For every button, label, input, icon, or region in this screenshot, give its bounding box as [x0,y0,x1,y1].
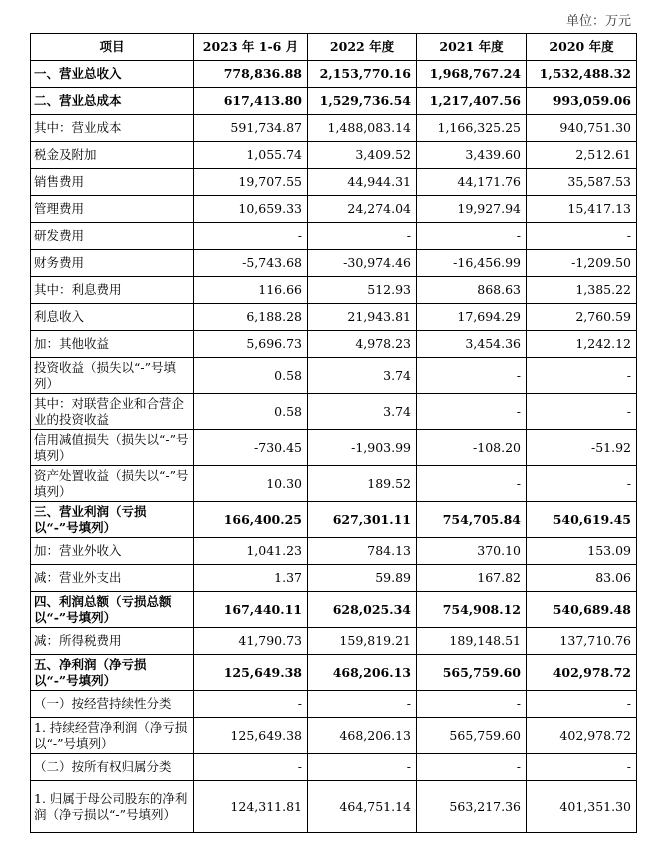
table-row [31,592,637,628]
row-value: 1,385.22 [527,277,637,304]
row-value: - [527,754,637,781]
row-value: 591,734.87 [194,115,308,142]
table-body [31,61,637,833]
row-value: 6,188.28 [194,304,308,331]
row-value: 125,649.38 [194,718,308,754]
row-value: 0.58 [194,358,308,394]
row-value: 15,417.13 [527,196,637,223]
table-row [31,223,637,250]
header-row [31,34,637,61]
table-row [31,61,637,88]
row-value: 19,927.94 [417,196,527,223]
row-value: -730.45 [194,430,308,466]
row-value: 4,978.23 [308,331,417,358]
row-label: （一）按经营持续性分类 [31,691,194,718]
row-value: - [527,358,637,394]
row-value: 1,488,083.14 [308,115,417,142]
row-value: 3.74 [308,394,417,430]
row-value: 137,710.76 [527,628,637,655]
table-row [31,781,637,833]
row-value: 3.74 [308,358,417,394]
income-statement-table [30,33,637,833]
row-value: 784.13 [308,538,417,565]
unit-label: 单位：万元 [565,14,631,29]
row-value: -1,209.50 [527,250,637,277]
row-value: 565,759.60 [417,718,527,754]
table-header [31,34,637,61]
row-label: （二）按所有权归属分类 [31,754,194,781]
row-value: - [417,394,527,430]
table-row [31,691,637,718]
table-row [31,394,637,430]
table-row [31,430,637,466]
table-row [31,718,637,754]
row-value: 125,649.38 [194,655,308,691]
row-label: 减：所得税费用 [31,628,194,655]
row-value: - [417,691,527,718]
table-row [31,304,637,331]
row-label: 二、营业总成本 [31,88,194,115]
row-value: 754,908.12 [417,592,527,628]
row-label: 信用减值损失（损失以“-”号填列） [31,430,194,466]
row-value: - [527,691,637,718]
row-value: 59.89 [308,565,417,592]
row-value: 167.82 [417,565,527,592]
row-label: 其中：营业成本 [31,115,194,142]
row-value: 754,705.84 [417,502,527,538]
row-value: 1,041.23 [194,538,308,565]
row-value: 3,409.52 [308,142,417,169]
table-row [31,628,637,655]
row-value: 10.30 [194,466,308,502]
table-row [31,115,637,142]
row-value: 3,439.60 [417,142,527,169]
row-label: 利息收入 [31,304,194,331]
row-value: 35,587.53 [527,169,637,196]
row-label: 五、净利润（净亏损以“-”号填列） [31,655,194,691]
row-label: 资产处置收益（损失以“-”号填列） [31,466,194,502]
row-value: 512.93 [308,277,417,304]
row-value: 5,696.73 [194,331,308,358]
row-value: 1,217,407.56 [417,88,527,115]
row-label: 四、利润总额（亏损总额以“-”号填列） [31,592,194,628]
row-label: 其中：利息费用 [31,277,194,304]
row-value: 167,440.11 [194,592,308,628]
row-value: 0.58 [194,394,308,430]
row-value: 17,694.29 [417,304,527,331]
row-value: 1,166,325.25 [417,115,527,142]
table-row [31,142,637,169]
row-value: 628,025.34 [308,592,417,628]
table-row [31,169,637,196]
row-value: 2,760.59 [527,304,637,331]
row-value: -5,743.68 [194,250,308,277]
row-value: 44,171.76 [417,169,527,196]
row-value: 868.63 [417,277,527,304]
header-2020: 2020 年度 [527,34,637,61]
table-row [31,88,637,115]
row-label: 研发费用 [31,223,194,250]
row-value: - [308,691,417,718]
row-value: 153.09 [527,538,637,565]
row-value: 468,206.13 [308,655,417,691]
row-value: - [527,394,637,430]
row-value: 21,943.81 [308,304,417,331]
row-value: 159,819.21 [308,628,417,655]
header-2022: 2022 年度 [308,34,417,61]
row-value: -16,456.99 [417,250,527,277]
row-value: 565,759.60 [417,655,527,691]
table-row [31,250,637,277]
row-label: 其中：对联营企业和合营企业的投资收益 [31,394,194,430]
row-label: 1. 持续经营净利润（净亏损以“-”号填列） [31,718,194,754]
row-value: 617,413.80 [194,88,308,115]
row-value: - [308,754,417,781]
row-label: 减：营业外支出 [31,565,194,592]
header-2023h1: 2023 年 1-6 月 [194,34,308,61]
row-label: 加：其他收益 [31,331,194,358]
row-value: 1,529,736.54 [308,88,417,115]
row-value: - [308,223,417,250]
row-value: - [417,223,527,250]
table-row [31,655,637,691]
table-row [31,754,637,781]
row-label: 投资收益（损失以“-”号填列） [31,358,194,394]
row-label: 财务费用 [31,250,194,277]
row-value: 627,301.11 [308,502,417,538]
row-value: - [417,466,527,502]
row-label: 销售费用 [31,169,194,196]
row-value: 24,274.04 [308,196,417,223]
row-label: 加：营业外收入 [31,538,194,565]
row-value: - [194,754,308,781]
table-row [31,502,637,538]
row-value: 189.52 [308,466,417,502]
table-row [31,565,637,592]
row-value: 540,619.45 [527,502,637,538]
row-value: 940,751.30 [527,115,637,142]
row-value: 1.37 [194,565,308,592]
row-label: 三、营业利润（亏损以“-”号填列） [31,502,194,538]
row-value: 540,689.48 [527,592,637,628]
row-value: 41,790.73 [194,628,308,655]
table-row [31,331,637,358]
row-label: 管理费用 [31,196,194,223]
row-value: - [527,466,637,502]
row-value: -1,903.99 [308,430,417,466]
row-value: -108.20 [417,430,527,466]
header-item: 项目 [31,34,194,61]
row-value: - [194,223,308,250]
row-value: 778,836.88 [194,61,308,88]
row-value: 19,707.55 [194,169,308,196]
row-value: 993,059.06 [527,88,637,115]
row-value: 1,532,488.32 [527,61,637,88]
row-value: 1,242.12 [527,331,637,358]
row-value: 464,751.14 [308,781,417,833]
row-value: 189,148.51 [417,628,527,655]
row-value: - [417,754,527,781]
row-value: - [417,358,527,394]
table-row [31,466,637,502]
table-row [31,538,637,565]
row-value: 2,153,770.16 [308,61,417,88]
row-value: 402,978.72 [527,655,637,691]
row-value: -51.92 [527,430,637,466]
row-value: 83.06 [527,565,637,592]
table-row [31,277,637,304]
row-label: 一、营业总收入 [31,61,194,88]
table-row [31,358,637,394]
row-label: 税金及附加 [31,142,194,169]
row-label: 1. 归属于母公司股东的净利润（净亏损以“-”号填列） [31,781,194,833]
row-value: 166,400.25 [194,502,308,538]
row-value: 1,968,767.24 [417,61,527,88]
row-value: 2,512.61 [527,142,637,169]
table-row [31,196,637,223]
row-value: 116.66 [194,277,308,304]
row-value: 401,351.30 [527,781,637,833]
row-value: - [194,691,308,718]
row-value: 1,055.74 [194,142,308,169]
row-value: 563,217.36 [417,781,527,833]
row-value: 402,978.72 [527,718,637,754]
row-value: 44,944.31 [308,169,417,196]
row-value: 124,311.81 [194,781,308,833]
row-value: 10,659.33 [194,196,308,223]
row-value: 468,206.13 [308,718,417,754]
row-value: 370.10 [417,538,527,565]
row-value: 3,454.36 [417,331,527,358]
row-value: - [527,223,637,250]
header-2021: 2021 年度 [417,34,527,61]
row-value: -30,974.46 [308,250,417,277]
